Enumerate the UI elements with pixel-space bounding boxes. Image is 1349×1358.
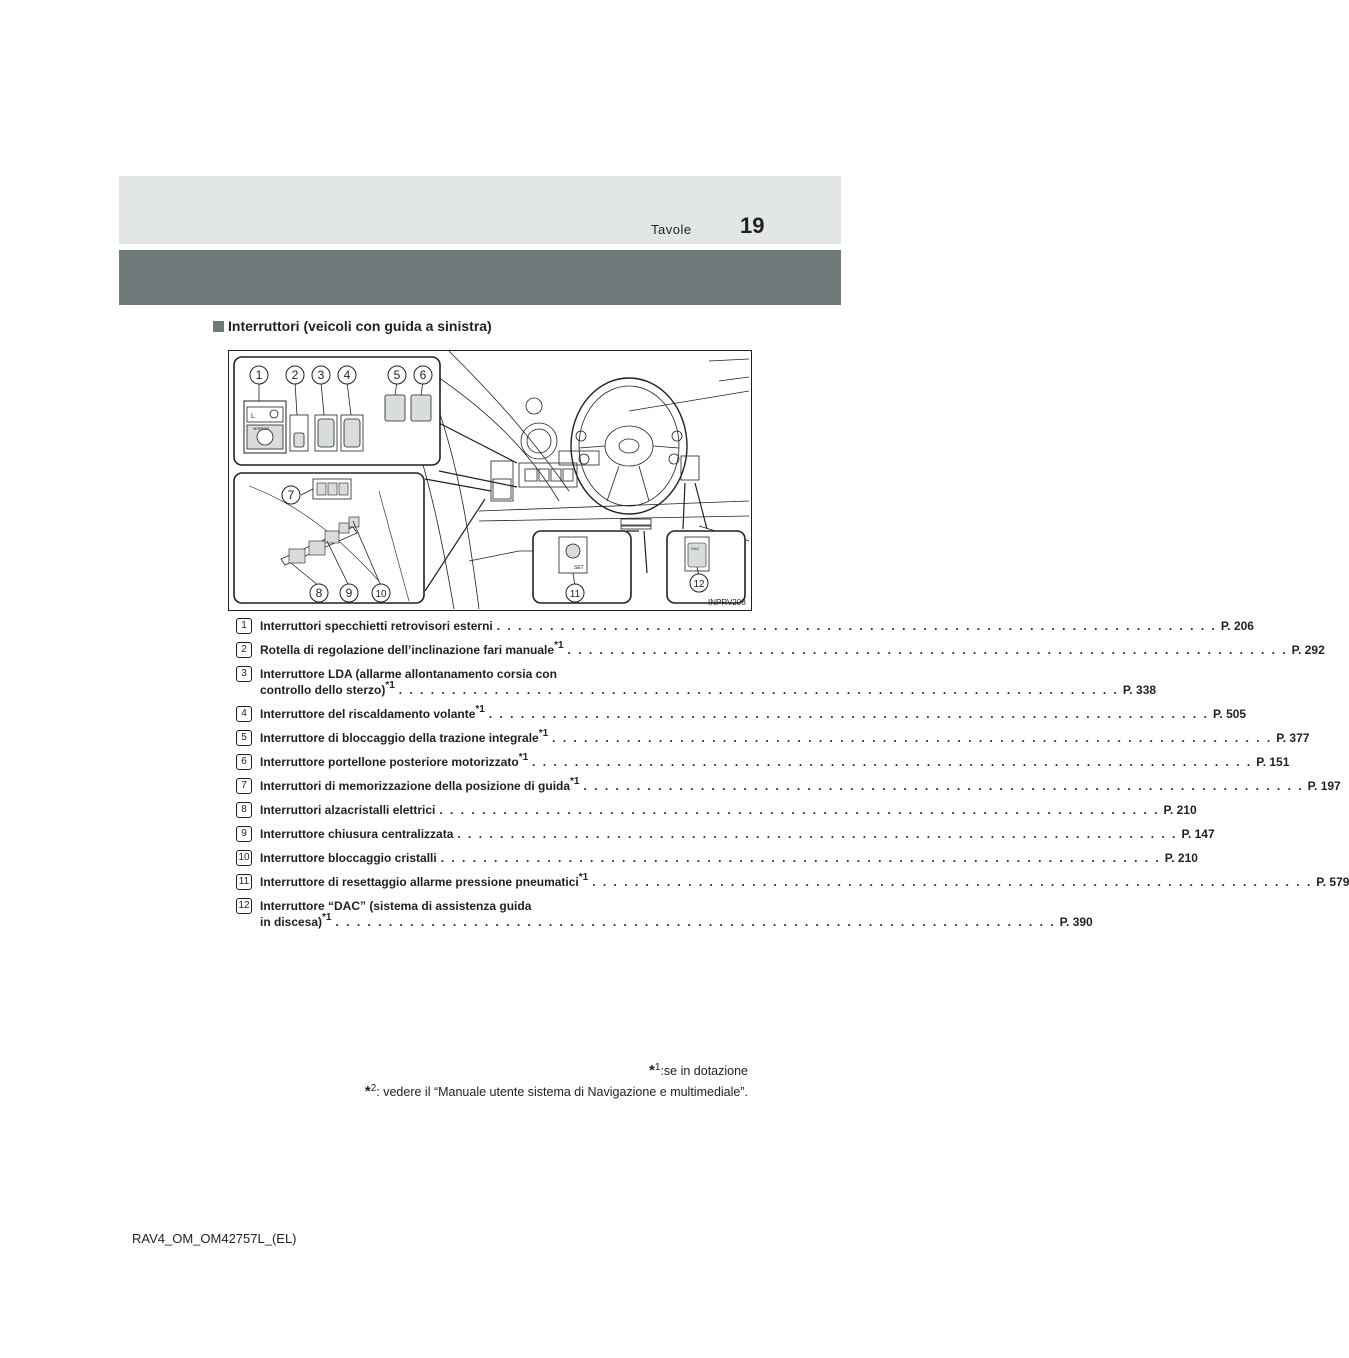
page-number: 19	[740, 213, 765, 238]
leader-dots: . . . . . . . . . . . . . . . . . . . . . . . . . . . . . . . . . . . . . . . . . . . . . . . . . . . . . . . . . . . . . . . . . . . .	[567, 643, 1288, 657]
section-title: Interruttori (veicoli con guida a sinistra)	[228, 318, 492, 334]
item-label	[260, 618, 493, 634]
item-label-text: controllo dello sterzo)	[260, 683, 386, 697]
item-label	[260, 682, 395, 698]
item-number-badge: 4	[236, 706, 252, 722]
item-row	[260, 912, 1093, 930]
section-marker-icon	[213, 321, 224, 332]
section-heading	[213, 318, 492, 334]
item-row	[260, 640, 1325, 658]
switch-list-item	[236, 872, 1349, 890]
item-number-badge: 7	[236, 778, 252, 794]
leader-dots: . . . . . . . . . . . . . . . . . . . . . . . . . . . . . . . . . . . . . . . . . . . . . . . . . . . . . . . . . . . . . . . . . . . .	[592, 875, 1313, 889]
item-number-badge: 1	[236, 618, 252, 634]
item-row	[260, 680, 1157, 698]
svg-text:L: L	[251, 413, 255, 420]
item-label	[260, 754, 528, 770]
footnote-reference: *1	[475, 704, 485, 715]
item-number-badge: 2	[236, 642, 252, 658]
footnote-reference: *1	[518, 752, 529, 763]
callout-number: 8	[315, 586, 323, 600]
switches-illustration	[228, 350, 752, 611]
item-label-text: Interruttore chiusura centralizzata	[260, 827, 454, 841]
item-label	[260, 850, 437, 866]
footnote-reference: *1	[385, 680, 395, 691]
callout-number: 7	[287, 488, 295, 502]
item-label-text: Interruttore portellone posteriore motorizzato	[260, 755, 519, 769]
callout-number: 6	[419, 368, 427, 382]
item-number-badge: 10	[236, 850, 252, 866]
callout-number: 2	[291, 368, 299, 382]
leader-dots: . . . . . . . . . . . . . . . . . . . . . . . . . . . . . . . . . . . . . . . . . . . . . . . . . . . . . . . . . . . . . . . . . . . .	[439, 803, 1160, 817]
item-label	[260, 914, 331, 930]
item-number-badge: 9	[236, 826, 252, 842]
item-label	[260, 730, 548, 746]
switch-list-item	[236, 776, 1341, 794]
footnote-1-text: :se in dotazione	[660, 1064, 748, 1078]
item-row	[260, 850, 1198, 866]
footnote-1-mark: *	[649, 1062, 655, 1079]
callout-number: 11	[569, 589, 581, 600]
item-row	[260, 728, 1310, 746]
footnote-2-mark: *	[364, 1083, 371, 1100]
callout-number: 12	[693, 579, 705, 590]
page-reference: P. 210	[1163, 803, 1197, 817]
item-label	[260, 802, 435, 818]
leader-dots: . . . . . . . . . . . . . . . . . . . . . . . . . . . . . . . . . . . . . . . . . . . . . . . . . . . . . . . . . . . . . . . . . . . .	[457, 827, 1178, 841]
footnote-1	[649, 1062, 748, 1079]
footnote-2-sup: 2	[370, 1083, 377, 1094]
switch-list-item	[236, 802, 1197, 818]
callout-number: 10	[375, 589, 387, 600]
switch-list-item	[236, 666, 1157, 698]
item-label-text: Interruttore di resettaggio allarme pressione pneumatici	[260, 875, 579, 889]
item-label-text: Interruttori alzacristalli elettrici	[260, 803, 436, 817]
item-label-text: Interruttore bloccaggio cristalli	[260, 851, 437, 865]
item-number-badge: 5	[236, 730, 252, 746]
item-number-badge: 3	[236, 666, 252, 682]
item-number-badge: 8	[236, 802, 252, 818]
item-row	[260, 776, 1341, 794]
footnote-2	[365, 1083, 748, 1100]
item-label	[260, 706, 485, 722]
callout-number: 1	[255, 368, 263, 382]
footnote-2-text: : vedere il “Manuale utente sistema di Navigazione e multimediale”.	[376, 1085, 748, 1099]
switch-list-item	[236, 618, 1254, 634]
leader-dots: . . . . . . . . . . . . . . . . . . . . . . . . . . . . . . . . . . . . . . . . . . . . . . . . . . . . . . . . . . . . . . . . . . . .	[532, 755, 1253, 769]
page-reference: P. 505	[1212, 707, 1247, 721]
footnote-reference: *1	[554, 640, 564, 651]
leader-dots: . . . . . . . . . . . . . . . . . . . . . . . . . . . . . . . . . . . . . . . . . . . . . . . . . . . . . . . . . . . . . . . . . . . .	[583, 779, 1304, 793]
footnote-1-sup: 1	[654, 1062, 661, 1073]
item-number-badge: 6	[236, 754, 252, 770]
item-label	[260, 874, 588, 890]
leader-dots: . . . . . . . . . . . . . . . . . . . . . . . . . . . . . . . . . . . . . . . . . . . . . . . . . . . . . . . . . . . . . . . . . . . .	[488, 707, 1209, 721]
header-band-light	[119, 176, 841, 244]
item-row	[260, 752, 1290, 770]
item-row	[260, 618, 1254, 634]
item-label-line: Interruttore “DAC” (sistema di assistenza guida	[260, 899, 532, 913]
item-label-text: Interruttori specchietti retrovisori esterni	[260, 619, 493, 633]
item-row	[260, 826, 1215, 842]
page-reference: P. 390	[1059, 915, 1093, 929]
dac-label: DAC	[691, 546, 700, 551]
footnote-reference: *1	[578, 872, 589, 883]
item-label-text: Interruttore del riscaldamento volante	[260, 707, 476, 721]
section-name: Tavole	[651, 222, 692, 237]
item-row	[260, 704, 1247, 722]
header-band-dark	[119, 250, 841, 305]
switch-list-item	[236, 850, 1198, 866]
page-reference: P. 292	[1291, 643, 1325, 657]
leader-dots: . . . . . . . . . . . . . . . . . . . . . . . . . . . . . . . . . . . . . . . . . . . . . . . . . . . . . . . . . . . . . . . . . . . .	[552, 731, 1273, 745]
item-label-text: in discesa)	[260, 915, 323, 929]
callout-number: 3	[317, 368, 325, 382]
item-row	[260, 802, 1197, 818]
footnote-reference: *1	[570, 776, 580, 787]
leader-dots: . . . . . . . . . . . . . . . . . . . . . . . . . . . . . . . . . . . . . . . . . . . . . . . . . . . . . . . . . . . . . . . . . . . .	[335, 915, 1056, 929]
page-reference: P. 197	[1307, 779, 1341, 793]
item-label-line: Interruttore LDA (allarme allontanamento corsia con	[260, 667, 557, 681]
page-reference: P. 151	[1256, 755, 1290, 769]
footer-code: RAV4_OM_OM42757L_(EL)	[132, 1231, 297, 1246]
item-label-text: Rotella di regolazione dell’inclinazione fari manuale	[260, 643, 555, 657]
item-label	[260, 642, 564, 658]
switch-list-item	[236, 752, 1290, 770]
callout-number: 5	[393, 368, 401, 382]
set-label: SET	[574, 565, 584, 571]
switch-list	[236, 618, 1349, 938]
item-row	[260, 872, 1349, 890]
page-reference: P. 147	[1181, 827, 1215, 841]
figure-code: INPRV208	[708, 598, 746, 607]
page-reference: P. 206	[1220, 619, 1254, 633]
mirror-label: MIRROR	[253, 426, 270, 431]
callout-number: 9	[345, 586, 353, 600]
item-label-text: Interruttori di memorizzazione della posizione di guida	[260, 779, 571, 793]
footnote-reference: *1	[538, 728, 549, 739]
leader-dots: . . . . . . . . . . . . . . . . . . . . . . . . . . . . . . . . . . . . . . . . . . . . . . . . . . . . . . . . . . . . . . . . . . . .	[496, 619, 1217, 633]
leader-dots: . . . . . . . . . . . . . . . . . . . . . . . . . . . . . . . . . . . . . . . . . . . . . . . . . . . . . . . . . . . . . . . . . . . .	[440, 851, 1161, 865]
page-reference: P. 210	[1164, 851, 1198, 865]
page-reference: P. 377	[1276, 731, 1310, 745]
page-reference: P. 579	[1316, 875, 1349, 889]
item-label	[260, 826, 453, 842]
switch-list-item	[236, 826, 1215, 842]
item-label	[260, 778, 579, 794]
switch-list-item	[236, 898, 1093, 930]
callout-number: 4	[343, 368, 351, 382]
switch-list-item	[236, 640, 1325, 658]
item-number-badge: 11	[236, 874, 252, 890]
page-reference: P. 338	[1122, 683, 1157, 697]
leader-dots: . . . . . . . . . . . . . . . . . . . . . . . . . . . . . . . . . . . . . . . . . . . . . . . . . . . . . . . . . . . . . . . . . . . .	[398, 683, 1119, 697]
item-number-badge: 12	[236, 898, 252, 914]
switch-list-item	[236, 704, 1247, 722]
switch-list-item	[236, 728, 1310, 746]
item-label-text: Interruttore di bloccaggio della trazione integrale	[260, 731, 539, 745]
footnote-reference: *1	[322, 912, 332, 923]
